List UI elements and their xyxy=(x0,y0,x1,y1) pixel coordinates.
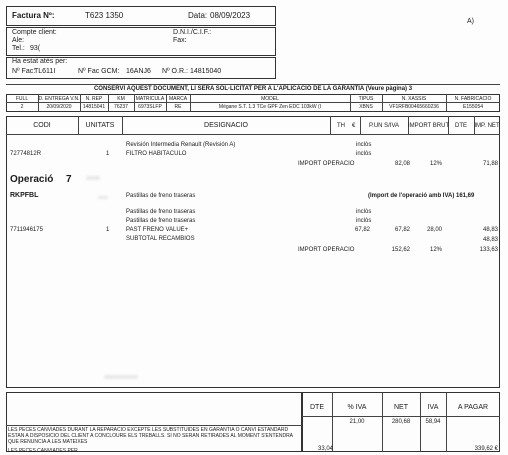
line-desc: Pastillas de freno traseras xyxy=(126,218,196,224)
vehicle-brand: RE xyxy=(174,104,182,110)
invoice-label: Factura Nº: xyxy=(12,11,55,20)
operation-total-net: 71,88 xyxy=(482,161,498,167)
line-desc: FILTRO HABITACULO xyxy=(126,151,187,157)
vehicle-manufacture: E155054 xyxy=(462,104,484,110)
invoice-number: T623 1350 xyxy=(85,11,124,20)
dni-label: D.N.I./C.I.F.: xyxy=(173,29,212,36)
address-label: Ale: xyxy=(12,37,25,44)
date-value: 08/09/2023 xyxy=(210,11,251,20)
totals-amount-to-pay: 339,62 € xyxy=(474,446,498,452)
vehicle-full: 2 xyxy=(20,104,24,110)
operation-total-net: 133,63 xyxy=(479,247,498,253)
page-corner-mark: A) xyxy=(467,18,474,25)
subtotal-net: 48,83 xyxy=(482,237,498,243)
fac-value: TL611I xyxy=(34,68,56,75)
totals-header-discount: DTE xyxy=(310,404,324,411)
phone-label: Tel.: xyxy=(12,45,25,52)
operation-summary: (Import de l'operació amb IVA) 161,69 xyxy=(368,193,475,199)
line-desc: PAST FRENO VALUE+ xyxy=(126,227,189,233)
line-code: 72774812R xyxy=(10,151,42,157)
vehicle-header-brand: MARCA xyxy=(168,96,188,102)
scan-smudge xyxy=(104,375,138,379)
col-net: IMP. NET xyxy=(474,123,500,129)
operation-number: 7 xyxy=(66,174,72,185)
fax-label: Fax: xyxy=(173,37,187,44)
line-desc: Pastillas de freno traseras xyxy=(126,209,196,215)
or-value: 14815040 xyxy=(190,68,222,75)
line-code: 7711946175 xyxy=(10,227,43,233)
vehicle-header-type: TIPUS xyxy=(358,96,374,102)
vehicle-header-full: FULL xyxy=(15,96,29,102)
operation-total-label: IMPORT OPERACIO xyxy=(298,247,355,253)
line-items-header-rule xyxy=(6,134,500,135)
operation-label: Operació xyxy=(10,174,54,185)
vehicle-header-chassis: N. XASSIS xyxy=(401,96,427,102)
vehicle-km: 76237 xyxy=(114,104,128,110)
phone-value: 93( xyxy=(30,45,41,52)
date-label: Data: xyxy=(188,11,208,20)
col-euro: € xyxy=(352,123,356,129)
returned-parts-notice: LES PECES CANVIADES DURANT LA REPARACIO EXCEPTE LES SUBSTITUIDES EN GARANTIA O CANVI ESTANDARD ESTAN A DISPOSICIO DEL CLIENT A CONCLOURE ELS TREBALLS. SI NO SERAN RETIRADES AL MOMENT S'ENTENDRA QUE RENUNCIA A LES MATEIXES xyxy=(8,427,293,445)
vehicle-header-delivery: D. ENTREGA V.N. xyxy=(38,96,80,102)
line-units: 1 xyxy=(106,227,110,233)
line-unit-price: inclòs xyxy=(356,151,372,157)
col-th: TH xyxy=(337,123,345,129)
totals-vat: 58,94 xyxy=(425,419,441,425)
or-label: Nº O.R.: xyxy=(162,68,188,75)
vehicle-header-plate: MATRICULA xyxy=(135,96,165,102)
vehicle-header-model: MODEL xyxy=(261,96,279,102)
col-gross: IMPORT BRUT xyxy=(408,123,450,129)
line-units: 1 xyxy=(106,151,110,157)
fac-label: Nº Fac: xyxy=(12,68,36,75)
line-code: RKPFBL xyxy=(10,192,39,199)
line-unit-price: inclòs xyxy=(356,218,372,224)
vehicle-model: Mégane S.T. 1.3 TCe GPF Zen EDC 103kW (I xyxy=(218,104,322,110)
line-unit-price: 67,82 xyxy=(354,227,370,233)
totals-vat-rate: 21,00 xyxy=(349,419,365,425)
notice-rule xyxy=(6,84,500,85)
vehicle-header-rep: N. REP xyxy=(85,96,103,102)
totals-header-pay: A PAGAR xyxy=(457,404,489,411)
col-code: CODI xyxy=(33,122,51,129)
warranty-notice: CONSERVI AQUEST DOCUMENT, LI SERA SOL·LICITAT PER A L'APLICACIO DE LA GARANTIA (Veure pàgina) 3 xyxy=(93,86,413,92)
attended-label: Ha estat atès per: xyxy=(12,58,68,65)
totals-header-vat: IVA xyxy=(427,404,439,411)
operation-total-discount: 12% xyxy=(429,247,442,253)
line-gross: 67,82 xyxy=(394,227,410,233)
vehicle-header-km: KM xyxy=(117,96,125,102)
client-account-label: Compte client: xyxy=(12,29,57,36)
totals-header-net: NET xyxy=(394,404,408,411)
col-units: UNITATS xyxy=(85,122,115,129)
line-net: 48,83 xyxy=(482,227,498,233)
operation-total-discount: 12% xyxy=(429,161,442,167)
line-desc: Pastillas de freno traseras xyxy=(126,193,196,199)
operation-total-gross: 152,62 xyxy=(391,247,410,253)
vehicle-rep: 14815041 xyxy=(82,104,106,110)
fac-gcm-label: Nº Fac GCM: xyxy=(78,68,120,75)
scan-smudge xyxy=(86,176,100,180)
vehicle-chassis: VF1RFB00465660236 xyxy=(389,104,439,110)
totals-discount: 33,04 xyxy=(318,446,334,452)
line-unit-price: inclòs xyxy=(356,142,372,148)
returned-parts-notice-2: LES PECES CANVIADES PER xyxy=(8,448,78,454)
col-designation: DESIGNACIO xyxy=(204,122,248,129)
operation-total-label: IMPORT OPERACIO xyxy=(298,161,355,167)
operation-total-gross: 82,08 xyxy=(394,161,410,167)
totals-header-vat-rate: % IVA xyxy=(347,404,367,411)
col-unit-price: P.UN S/IVA xyxy=(368,123,400,129)
vehicle-plate: 6973SLFP xyxy=(138,104,162,110)
vehicle-type: XBNS xyxy=(359,104,373,110)
col-discount: DTE xyxy=(455,123,467,129)
fac-gcm-value: 16ANJ6 xyxy=(126,68,151,75)
vehicle-header-manufacture: N. FABRICACIO xyxy=(454,96,492,102)
line-discount: 28,00 xyxy=(426,227,442,233)
line-unit-price: inclòs xyxy=(356,209,372,215)
line-desc: Revisión Intermedia Renault (Revisión A) xyxy=(126,142,236,148)
vehicle-delivery: 20/09/2020 xyxy=(46,104,72,110)
subtotal-label: SUBTOTAL RECAMBIOS xyxy=(126,236,195,242)
totals-net: 280,68 xyxy=(391,419,411,425)
scan-smudge xyxy=(98,196,108,199)
